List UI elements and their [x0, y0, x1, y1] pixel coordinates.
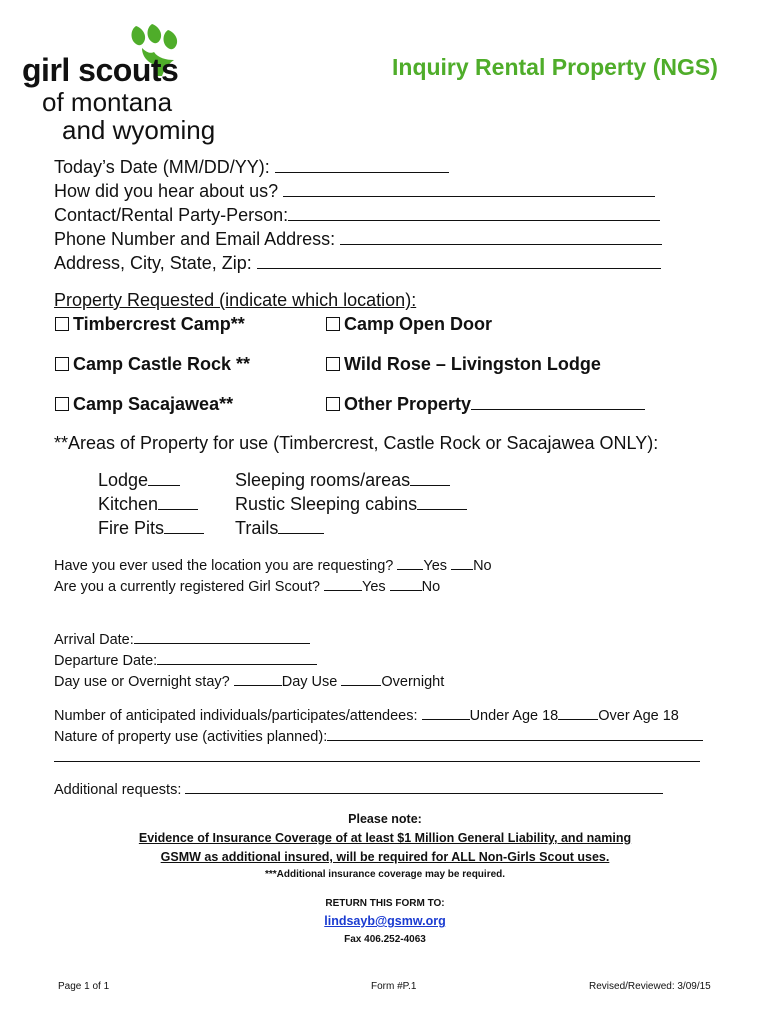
checkbox[interactable]	[55, 357, 69, 371]
checkbox[interactable]	[326, 397, 340, 411]
registered-question[interactable]: Are you a currently registered Girl Scout? Yes No	[54, 576, 440, 595]
phone-email-field[interactable]	[54, 229, 662, 250]
contact-person-line[interactable]	[288, 206, 660, 221]
used-before-yes-line[interactable]	[397, 555, 423, 570]
day-use-line[interactable]	[234, 671, 282, 686]
area-lodge-line[interactable]	[148, 471, 180, 486]
return-heading: RETURN THIS FORM TO:	[325, 898, 445, 909]
area-sleeping-rooms-line[interactable]	[410, 471, 450, 486]
checkbox[interactable]	[326, 317, 340, 331]
phone-email-label: Phone Number and Email Address:	[54, 229, 336, 249]
overnight-line[interactable]	[341, 671, 381, 686]
option-timbercrest[interactable]: Timbercrest Camp**	[55, 314, 245, 335]
address-field[interactable]	[54, 253, 661, 274]
option-castle-rock[interactable]: Camp Castle Rock **	[55, 354, 250, 375]
note-insurance-line2: GSMW as additional insured, will be required for ALL Non-Girls Scout uses.	[160, 850, 610, 864]
stay-type-field[interactable]: Day use or Overnight stay? Day Use Overnight	[54, 671, 444, 690]
area-kitchen[interactable]: Kitchen	[98, 494, 198, 515]
used-before-no-line[interactable]	[451, 555, 473, 570]
checkbox[interactable]	[55, 317, 69, 331]
hear-about-label: How did you hear about us?	[54, 181, 279, 201]
checkbox[interactable]	[55, 397, 69, 411]
property-heading: Property Requested (indicate which location):	[54, 290, 417, 310]
under-18-line[interactable]	[422, 705, 470, 720]
logo-text-wyoming: and wyoming	[62, 115, 216, 145]
return-fax: Fax 406.252-4063	[344, 934, 426, 945]
logo-text-girl-scouts: girl scouts	[22, 52, 179, 88]
note-additional-insurance: ***Additional insurance coverage may be required.	[264, 869, 506, 880]
todays-date-label: Today’s Date (MM/DD/YY):	[54, 157, 270, 177]
todays-date-line[interactable]	[275, 158, 449, 173]
hear-about-line[interactable]	[283, 182, 655, 197]
area-trails-line[interactable]	[278, 519, 324, 534]
todays-date-field[interactable]	[54, 157, 449, 178]
footer-page-number: Page 1 of 1	[58, 981, 110, 992]
nature-of-use-extra-line[interactable]	[54, 761, 700, 762]
address-label: Address, City, State, Zip:	[54, 253, 252, 273]
nature-of-use-field[interactable]: Nature of property use (activities planned):	[54, 726, 703, 745]
area-lodge[interactable]: Lodge	[98, 470, 180, 491]
form-title: Inquiry Rental Property (NGS)	[392, 54, 718, 80]
used-before-question[interactable]: Have you ever used the location you are requesting? Yes No	[54, 555, 492, 574]
areas-heading: **Areas of Property for use (Timbercrest, Castle Rock or Sacajawea ONLY):	[54, 433, 659, 453]
area-sleeping-rooms[interactable]: Sleeping rooms/areas	[235, 470, 450, 491]
checkbox[interactable]	[326, 357, 340, 371]
contact-person-label: Contact/Rental Party-Person:	[54, 205, 289, 225]
area-fire-pits-line[interactable]	[164, 519, 204, 534]
attendees-field[interactable]: Number of anticipated individuals/participates/attendees: Under Age 18 Over Age 18	[54, 705, 679, 724]
arrival-date-line[interactable]	[134, 629, 310, 644]
option-other-property[interactable]: Other Property	[326, 394, 645, 415]
area-rustic-cabins-line[interactable]	[417, 495, 467, 510]
area-trails[interactable]: Trails	[235, 518, 324, 539]
area-fire-pits[interactable]: Fire Pits	[98, 518, 204, 539]
return-email-wrapper	[0, 914, 770, 928]
area-rustic-cabins[interactable]: Rustic Sleeping cabins	[235, 494, 467, 515]
note-heading: Please note:	[348, 812, 422, 826]
additional-requests-field[interactable]: Additional requests:	[54, 779, 663, 798]
over-18-line[interactable]	[558, 705, 598, 720]
registered-yes-line[interactable]	[324, 576, 362, 591]
additional-requests-line[interactable]	[185, 779, 663, 794]
departure-date-field[interactable]: Departure Date:	[54, 650, 317, 669]
option-wild-rose[interactable]: Wild Rose – Livingston Lodge	[326, 354, 601, 375]
hear-about-field[interactable]	[54, 181, 655, 202]
option-sacajawea[interactable]: Camp Sacajawea**	[55, 394, 233, 415]
note-insurance-line1: Evidence of Insurance Coverage of at least $1 Million General Liability, and naming	[138, 831, 632, 845]
area-kitchen-line[interactable]	[158, 495, 198, 510]
contact-person-field[interactable]	[54, 205, 660, 226]
footer-revised-date: Revised/Reviewed: 3/09/15	[589, 981, 711, 992]
departure-date-line[interactable]	[157, 650, 317, 665]
registered-no-line[interactable]	[390, 576, 422, 591]
phone-email-line[interactable]	[340, 230, 662, 245]
return-email-link[interactable]: lindsayb@gsmw.org	[324, 914, 446, 928]
other-property-line[interactable]	[471, 395, 645, 410]
arrival-date-field[interactable]: Arrival Date:	[54, 629, 310, 648]
nature-of-use-line[interactable]	[327, 726, 703, 741]
logo-text-montana: of montana	[42, 87, 173, 117]
address-line[interactable]	[257, 254, 661, 269]
footer-form-number: Form #P.1	[371, 981, 417, 992]
option-camp-open-door[interactable]: Camp Open Door	[326, 314, 492, 335]
